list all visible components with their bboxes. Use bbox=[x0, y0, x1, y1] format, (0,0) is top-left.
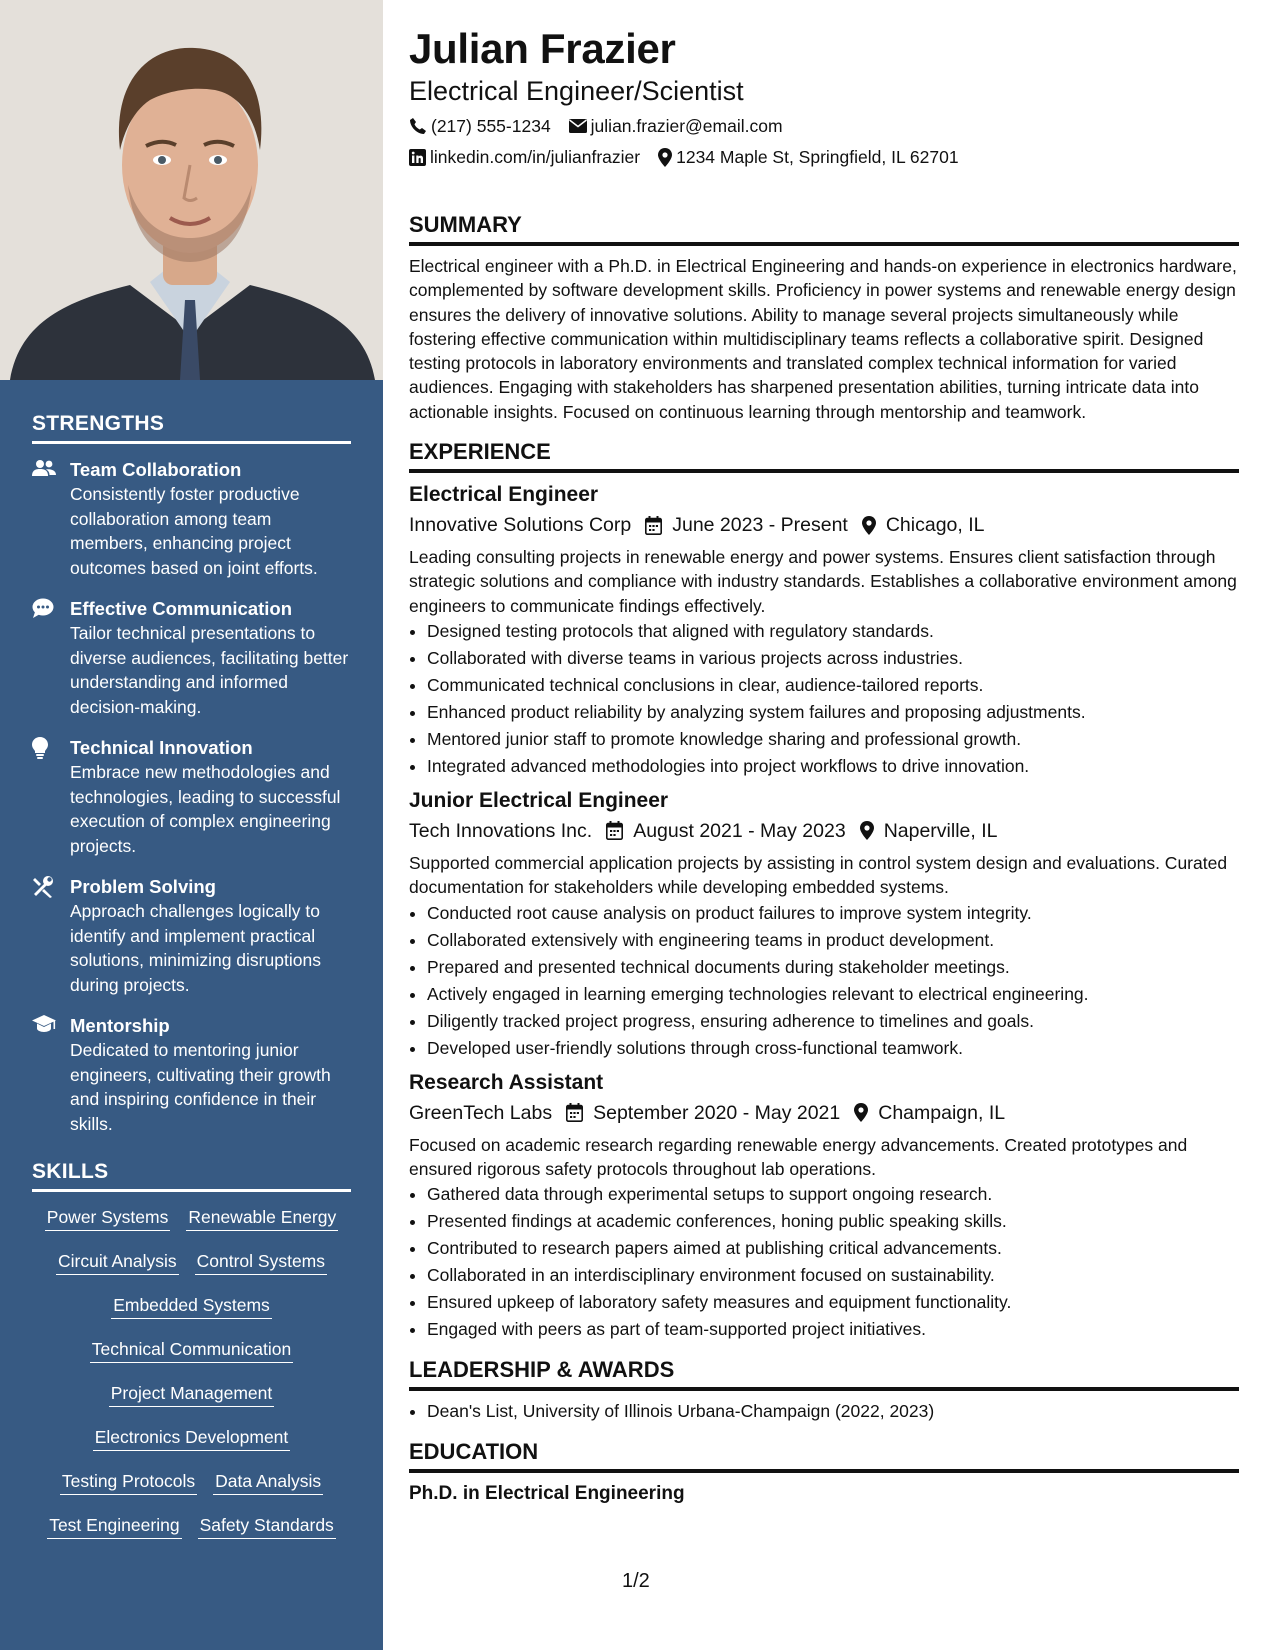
skills-list bbox=[32, 1206, 351, 1539]
job-location: Naperville, IL bbox=[883, 819, 998, 842]
degree-title: Ph.D. in Electrical Engineering bbox=[409, 1483, 685, 1505]
skill-tag: Testing Protocols bbox=[60, 1470, 197, 1495]
graduation-cap-icon bbox=[32, 1014, 70, 1136]
job-dates: August 2021 - May 2023 bbox=[633, 819, 846, 842]
strength-description: Dedicated to mentoring junior engineers, cultivating their growth and inspiring confidence in their skills. bbox=[70, 1040, 331, 1134]
phone-text: (217) 555-1234 bbox=[431, 116, 551, 136]
contact-row bbox=[409, 114, 1239, 138]
calendar-icon bbox=[645, 516, 662, 535]
skill-tag: Power Systems bbox=[45, 1206, 171, 1231]
list-item: • Integrated advanced methodologies into project workflows to drive innovation. bbox=[427, 754, 1239, 779]
users-icon bbox=[32, 458, 70, 580]
company-name: Innovative Solutions Corp bbox=[409, 514, 632, 537]
skill-tag: Control Systems bbox=[195, 1250, 327, 1275]
job-entry bbox=[409, 1069, 1239, 1343]
skill-tag: Renewable Energy bbox=[186, 1206, 338, 1231]
list-item: • Actively engaged in learning emerging technologies relevant to electrical engineering. bbox=[427, 982, 1239, 1007]
candidate-title: Electrical Engineer/Scientist bbox=[409, 76, 744, 106]
list-item: • Contributed to research papers aimed at publishing critical advancements. bbox=[427, 1236, 1239, 1261]
job-description: Focused on academic research regarding renewable energy advancements. Created prototypes and ensured rigorous safety protocols throughout lab operations. bbox=[409, 1134, 1188, 1179]
calendar-icon bbox=[606, 821, 623, 840]
skills-heading: SKILLS bbox=[32, 1160, 351, 1192]
job-bullets bbox=[409, 1182, 1239, 1342]
skill-tag: Technical Communication bbox=[90, 1338, 293, 1363]
list-item: • Dean's List, University of Illinois Urbana-Champaign (2022, 2023) bbox=[427, 1399, 1239, 1424]
job-title: Research Assistant bbox=[409, 1070, 604, 1094]
strength-item bbox=[32, 597, 351, 719]
list-item: • Ensured upkeep of laboratory safety measures and equipment functionality. bbox=[427, 1290, 1239, 1315]
candidate-name: Julian Frazier bbox=[409, 25, 676, 72]
map-pin-icon bbox=[862, 516, 876, 535]
job-bullets bbox=[409, 901, 1239, 1061]
job-dates: June 2023 - Present bbox=[672, 514, 848, 537]
job-meta bbox=[409, 1099, 1239, 1127]
map-pin-icon bbox=[860, 821, 874, 840]
job-entry bbox=[409, 481, 1239, 779]
strength-description: Consistently foster productive collaboration among team members, enhancing project outcomes based on joint efforts. bbox=[70, 484, 318, 578]
education-section bbox=[409, 1438, 1239, 1507]
job-location: Chicago, IL bbox=[885, 514, 985, 537]
linkedin-contact[interactable] bbox=[409, 145, 640, 169]
leadership-section bbox=[409, 1356, 1239, 1424]
skill-tag: Circuit Analysis bbox=[56, 1250, 179, 1275]
strength-item bbox=[32, 875, 351, 997]
company-name: GreenTech Labs bbox=[409, 1101, 553, 1124]
linkedin-icon bbox=[409, 149, 426, 166]
experience-heading: EXPERIENCE bbox=[409, 438, 1239, 473]
list-item: • Prepared and presented technical documents during stakeholder meetings. bbox=[427, 955, 1239, 980]
skill-tag: Test Engineering bbox=[47, 1514, 181, 1539]
summary-heading: SUMMARY bbox=[409, 211, 1239, 246]
linkedin-text: linkedin.com/in/julianfrazier bbox=[430, 147, 641, 167]
envelope-icon bbox=[569, 119, 587, 133]
strength-item bbox=[32, 458, 351, 580]
calendar-icon bbox=[566, 1103, 583, 1122]
strength-description: Tailor technical presentations to diverse audiences, facilitating better understanding and informed decision-making. bbox=[70, 623, 349, 717]
summary-text: Electrical engineer with a Ph.D. in Electrical Engineering and hands-on experience in electronics hardware, complemented by software development skills. Proficiency in power systems and renewable energy design ensures the delivery of innovative solutions. Ability to manage several projects simultaneously while fostering effective communication within multidisciplinary teams reflects a collaborative spirit. Designed testing protocols in laboratory environments and translated complex technical information for varied audiences. Engaging with stakeholders has sharpened presentation abilities, turning intricate data into actionable insights. Focused on continuous learning through mentorship and teamwork. bbox=[409, 256, 1237, 422]
profile-photo bbox=[0, 0, 383, 380]
contact-row bbox=[409, 145, 1239, 169]
summary-section bbox=[409, 211, 1239, 424]
skill-tag: Safety Standards bbox=[198, 1514, 336, 1539]
list-item: • Enhanced product reliability by analyzing system failures and proposing adjustments. bbox=[427, 700, 1239, 725]
list-item: • Conducted root cause analysis on product failures to improve system integrity. bbox=[427, 901, 1239, 926]
phone-contact[interactable] bbox=[409, 114, 551, 138]
skill-tag: Electronics Development bbox=[93, 1426, 291, 1451]
job-meta bbox=[409, 511, 1239, 539]
leadership-heading: LEADERSHIP & AWARDS bbox=[409, 1356, 1239, 1391]
main-content bbox=[409, 0, 1239, 1507]
address-text: 1234 Maple St, Springfield, IL 62701 bbox=[676, 147, 959, 167]
list-item: • Engaged with peers as part of team-supported project initiatives. bbox=[427, 1317, 1239, 1342]
company-name: Tech Innovations Inc. bbox=[409, 819, 593, 842]
education-heading: EDUCATION bbox=[409, 1438, 1239, 1473]
list-item: • Diligently tracked project progress, ensuring adherence to timelines and goals. bbox=[427, 1009, 1239, 1034]
skill-tag: Project Management bbox=[109, 1382, 274, 1407]
list-item: • Collaborated with diverse teams in various projects across industries. bbox=[427, 646, 1239, 671]
chat-bubble-icon bbox=[32, 597, 70, 719]
job-meta bbox=[409, 817, 1239, 845]
list-item: • Gathered data through experimental setups to support ongoing research. bbox=[427, 1182, 1239, 1207]
job-location: Champaign, IL bbox=[878, 1101, 1006, 1124]
job-title: Junior Electrical Engineer bbox=[409, 788, 669, 812]
lightbulb-icon bbox=[32, 736, 70, 858]
strengths-heading: STRENGTHS bbox=[32, 412, 351, 444]
list-item: • Mentored junior staff to promote knowledge sharing and professional growth. bbox=[427, 727, 1239, 752]
leadership-list bbox=[409, 1399, 1239, 1424]
strength-title: Problem Solving bbox=[70, 876, 216, 897]
strength-title: Technical Innovation bbox=[70, 737, 253, 758]
strength-item bbox=[32, 736, 351, 858]
experience-section bbox=[409, 438, 1239, 1342]
list-item: • Communicated technical conclusions in clear, audience-tailored reports. bbox=[427, 673, 1239, 698]
list-item: • Collaborated extensively with engineering teams in product development. bbox=[427, 928, 1239, 953]
map-pin-icon bbox=[658, 148, 672, 167]
strength-title: Mentorship bbox=[70, 1015, 170, 1036]
job-title: Electrical Engineer bbox=[409, 483, 599, 507]
tools-icon bbox=[32, 875, 70, 997]
job-dates: September 2020 - May 2021 bbox=[593, 1101, 841, 1124]
strength-item bbox=[32, 1014, 351, 1136]
sidebar bbox=[0, 0, 383, 1650]
list-item: • Designed testing protocols that aligned with regulatory standards. bbox=[427, 619, 1239, 644]
map-pin-icon bbox=[854, 1103, 868, 1122]
address-contact bbox=[658, 145, 958, 169]
job-description: Leading consulting projects in renewable energy and power systems. Ensures client satisfaction through strategic solutions and compliance with industry standards. Establishes a collaborative environment among engineers to communicate findings effectively. bbox=[409, 547, 1237, 616]
strength-title: Team Collaboration bbox=[70, 459, 242, 480]
job-description: Supported commercial application projects by assisting in control system design and evaluations. Curated documentation for stakeholders while developing embedded systems. bbox=[409, 852, 1228, 898]
list-item: • Developed user-friendly solutions through cross-functional teamwork. bbox=[427, 1036, 1239, 1061]
list-item: • Presented findings at academic conferences, honing public speaking skills. bbox=[427, 1209, 1239, 1234]
page-number: 1/2 bbox=[622, 1570, 650, 1592]
phone-icon bbox=[409, 117, 427, 135]
strength-description: Approach challenges logically to identify and implement practical solutions, minimizing disruptions during projects. bbox=[70, 901, 321, 995]
email-contact[interactable] bbox=[569, 114, 783, 138]
strength-title: Effective Communication bbox=[70, 598, 293, 619]
strength-description: Embrace new methodologies and technologies, leading to successful execution of complex engineering projects. bbox=[70, 762, 341, 856]
skill-tag: Data Analysis bbox=[213, 1470, 323, 1495]
job-bullets bbox=[409, 619, 1239, 779]
job-entry bbox=[409, 787, 1239, 1061]
email-text: julian.frazier@email.com bbox=[590, 116, 783, 136]
list-item: • Collaborated in an interdisciplinary environment focused on sustainability. bbox=[427, 1263, 1239, 1288]
skill-tag: Embedded Systems bbox=[111, 1294, 272, 1319]
